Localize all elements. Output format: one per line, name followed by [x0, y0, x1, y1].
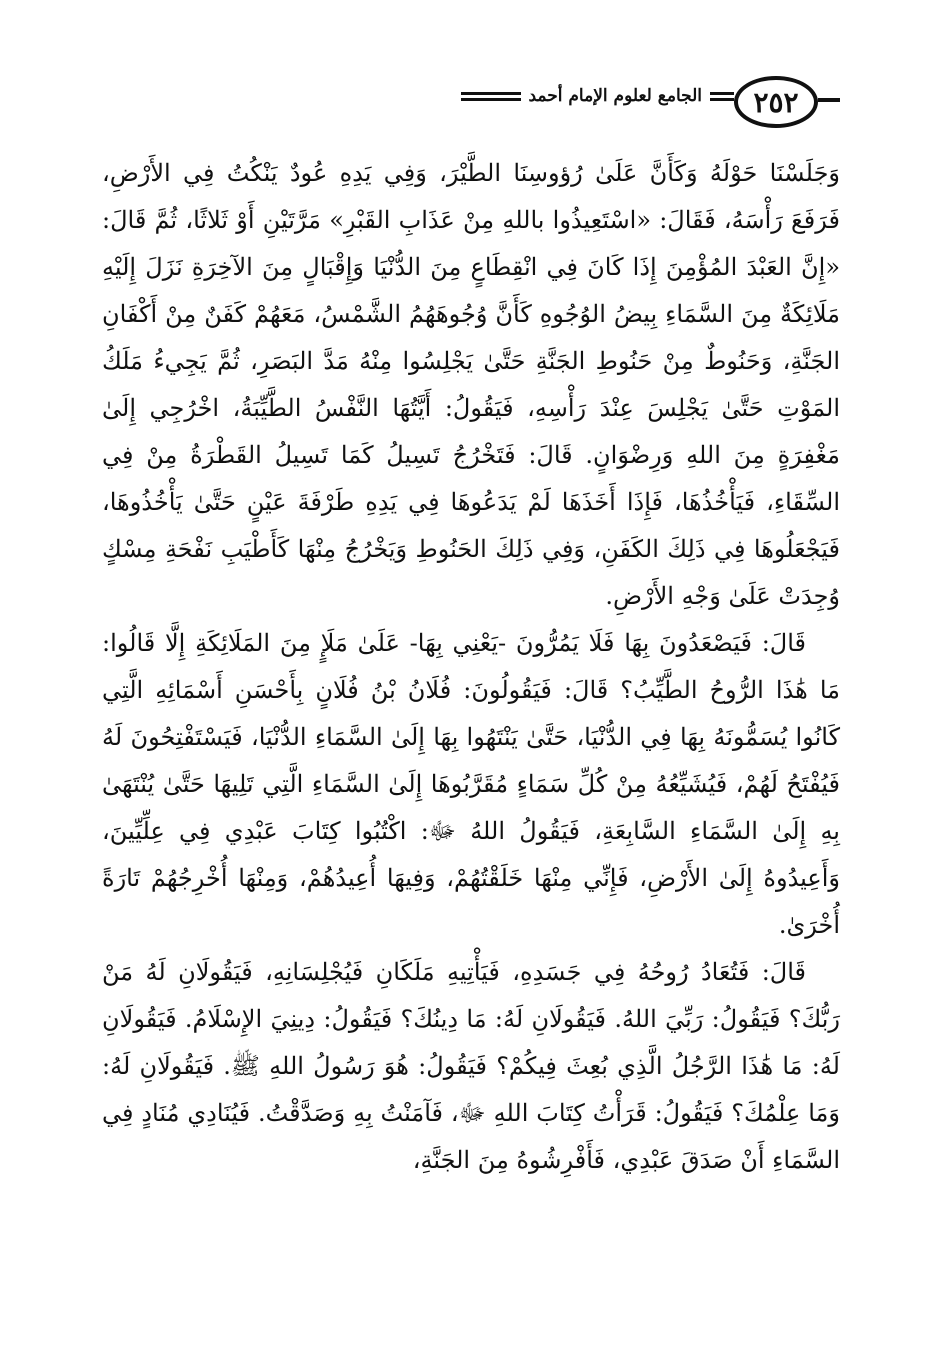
header-title-row — [100, 86, 734, 106]
page-header — [100, 76, 840, 132]
paragraph: قَالَ: فَتُعَادُ رُوحُهُ فِي جَسَدِهِ، فَيَأْتِيهِ مَلَكَانِ فَيُجْلِسَانِهِ، فَيَقُولَانِ لَهُ مَنْ رَبُّكَ؟ فَيَقُولُ: رَبِّيَ اللهُ. فَيَقُولَانِ لَهُ: مَا دِينُكَ؟ فَيَقُولُ: دِينِيَ الإِسْلَامُ. فَيَقُولَانِ لَهُ: مَا هَٰذَا الرَّجُلُ الَّذِي بُعِثَ فِيكُمْ؟ فَيَقُولُ: هُوَ رَسُولُ اللهِ ﷺ. فَيَقُولَانِ لَهُ: وَمَا عِلْمُكَ؟ فَيَقُولُ: قَرَأْتُ كِتَابَ اللهِ ﷻ، فَآمَنْتُ بِهِ وَصَدَّقْتُ. فَيُنَادِي مُنَادٍ فِي السَّمَاءِ أَنْ صَدَقَ عَبْدِي، فَأَفْرِشُوهُ مِنَ الجَنَّةِ، — [102, 958, 840, 1174]
book-title: الجامع لعلوم الإمام أحمد — [528, 86, 702, 106]
header-rule-left — [461, 92, 521, 101]
page-number: ٢٥٢ — [734, 76, 818, 128]
paragraph: وَجَلَسْنَا حَوْلَهُ وَكَأَنَّ عَلَىٰ رُؤوسِنَا الطَّيْرَ، وَفِي يَدِهِ عُودٌ يَنْكُتُ فِي الأَرْضِ، فَرَفَعَ رَأْسَهُ، فَقَالَ: «اسْتَعِيذُوا باللهِ مِنْ عَذَابِ القَبْرِ» مَرَّتَيْنِ أَوْ ثَلاثًا، ثُمَّ قَالَ: «إِنَّ العَبْدَ المُؤْمِنَ إِذَا كَانَ فِي انْقِطَاعٍ مِنَ الدُّنْيَا وَإِقْبَالٍ مِنَ الآخِرَةِ نَزَلَ إِلَيْهِ مَلَائِكَةٌ مِنَ السَّمَاءِ بِيضُ الوُجُوهِ كَأَنَّ وُجُوهَهُمُ الشَّمْسُ، مَعَهُمْ كَفَنٌ مِنْ أَكْفَانِ الجَنَّةِ، وَحَنُوطٌ مِنْ حَنُوطِ الجَنَّةِ حَتَّىٰ يَجْلِسُوا مِنْهُ مَدَّ البَصَرِ، ثُمَّ يَجِيءُ مَلَكُ المَوْتِ حَتَّىٰ يَجْلِسَ عِنْدَ رَأْسِهِ، فَيَقُولُ: أَيَّتُهَا النَّفْسُ الطَّيِّبَةُ، اخْرُجِي إِلَىٰ مَغْفِرَةٍ مِنَ اللهِ وَرِضْوَانٍ. قَالَ: فَتَخْرُجُ تَسِيلُ كَمَا تَسِيلُ القَطْرَةُ مِنْ فِي السِّقَاءِ، فَيَأْخُذُهَا، فَإِذَا أَخَذَهَا لَمْ يَدَعُوهَا فِي يَدِهِ طَرْفَةَ عَيْنٍ حَتَّىٰ يَأْخُذُوهَا، فَيَجْعَلُوهَا فِي ذَلِكَ الكَفَنِ، وَفِي ذَلِكَ الحَنُوطِ وَيَخْرُجُ مِنْهَا كَأَطْيَبِ نَفْحَةِ مِسْكٍ وُجِدَتْ عَلَىٰ وَجْهِ الأَرْضِ. — [102, 159, 840, 610]
header-rule-right — [818, 98, 840, 102]
paragraph: قَالَ: فَيَصْعَدُونَ بِهَا فَلَا يَمُرُّونَ -يَعْنِي بِهَا- عَلَىٰ مَلَإٍ مِنَ المَلَائِكَةِ إِلَّا قَالُوا: مَا هَٰذَا الرُّوحُ الطَّيِّبُ؟ قَالَ: فَيَقُولُونَ: فُلَانُ بْنُ فُلَانٍ بِأَحْسَنِ أَسْمَائِهِ الَّتِي كَانُوا يُسَمُّونَهُ بِهَا فِي الدُّنْيَا، حَتَّىٰ يَنْتَهُوا بِهَا إِلَىٰ السَّمَاءِ الدُّنْيَا، فَيَسْتَفْتِحُونَ لَهُ فَيُفْتَحُ لَهُمْ، فَيُشَيِّعُهُ مِنْ كُلِّ سَمَاءٍ مُقَرَّبُوهَا إِلَىٰ السَّمَاءِ الَّتِي تَلِيهَا حَتَّىٰ يُنْتَهَىٰ بِهِ إِلَىٰ السَّمَاءِ السَّابِعَةِ، فَيَقُولُ اللهُ ﷻ: اكْتُبُوا كِتَابَ عَبْدِي فِي عِلِّيِّينَ، وَأَعِيدُوهُ إِلَىٰ الأَرْضِ، فَإِنِّي مِنْهَا خَلَقْتُهُمْ، وَفِيهَا أُعِيدُهُمْ، وَمِنْهَا أُخْرِجُهُمْ تَارَةً أُخْرَىٰ. — [102, 629, 840, 939]
main-text — [102, 150, 840, 1184]
header-rule-short — [710, 92, 734, 101]
